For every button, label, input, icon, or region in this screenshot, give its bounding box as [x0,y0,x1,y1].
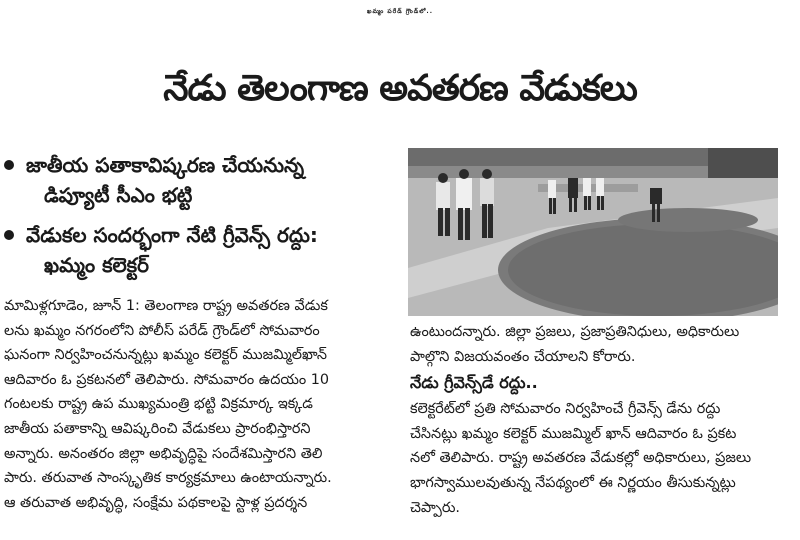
bullet-line: జాతీయ పతాకావిష్కరణ చేయనున్న [26,153,305,177]
subheading: నేడు గ్రీవెన్స్‌డే రద్దు.. [410,373,538,393]
article-line: కలెక్టరేట్‌లో ప్రతి సోమవారం నిర్వహించే గ్రీవెన్స్ డేను రద్దు [410,401,721,418]
bullet-line: డిప్యూటీ సీఎం భట్టి [44,183,193,207]
article-line: చేసినట్లు ఖమ్మం కలెక్టర్ ముజమ్మిల్ ఖాన్ ఆదివారం ఓ ప్రకట [410,425,737,442]
article-line: జాతీయ పతాకాన్ని ఆవిష్కరించి వేడుకలు ప్రారంభిస్తారని [4,420,311,437]
kicker: ఖమ్మం పరేడ్ గ్రౌండ్‌లో.. [367,8,433,15]
article-line: గంటలకు రాష్ట్ర ఉప ముఖ్యమంత్రి భట్టి విక్రమార్క ఇక్కడ [4,396,313,413]
article-line: నలో తెలిపారు. రాష్ట్ర అవతరణ వేడుకల్లో అధికారులు, ప్రజలు [410,450,752,467]
bullet-item [4,150,304,210]
bullet-line: ఖమ్మం కలెక్టర్ [44,253,149,277]
article-right-column [410,320,786,520]
news-photo [408,148,778,316]
article-line: లను ఖమ్మం నగరంలోని పోలీస్ పరేడ్ గ్రౌండ్‌లో సోమవారం [4,322,320,339]
article-line: ఆదివారం ఓ ప్రకటనలో తెలిపారు. సోమవారం ఉదయం 10 [4,371,330,388]
headline: నేడు తెలంగాణ అవతరణ వేడుకలు [163,68,637,109]
bullet-dot-icon [4,160,14,170]
bullet-line: వేడుకల సందర్భంగా నేటి గ్రీవెన్స్ రద్దు: [26,223,318,247]
article-line: ఘనంగా నిర్వహించనున్నట్లు ఖమ్మం కలెక్టర్ ముజమ్మిల్‌ఖాన్ [4,347,328,364]
parade-ground-photo [408,148,778,316]
article-line: చెప్పారు. [410,499,460,516]
bullet-dot-icon [4,230,14,240]
article-left-column [4,294,398,515]
article-line: పాల్గొని విజయవంతం చేయాలని కోరారు. [410,348,636,365]
article-line: భాగస్వాములవుతున్న నేపథ్యంలో ఈ నిర్ణయం తీసుకున్నట్లు [410,474,736,491]
article-line: ఆ తరువాత అభివృద్ధి, సంక్షేమ పథకాలపై స్టాళ్ల ప్రదర్శన [4,494,308,511]
article-line: అన్నారు. అనంతరం జిల్లా అభివృద్ధిపై సందేశమిస్తారని తెలి [4,445,323,462]
bullet-item [4,220,318,280]
article-line: ఉంటుందన్నారు. జిల్లా ప్రజలు, ప్రజాప్రతినిధులు, అధికారులు [410,324,740,340]
article-line: మామిళ్లగూడెం, జూన్ 1: తెలంగాణ రాష్ట్ర అవతరణ వేడుక [4,298,328,314]
article-line: పారు. తరువాత సాంస్కృతిక కార్యక్రమాలు ఉంటాయన్నారు. [4,470,332,487]
